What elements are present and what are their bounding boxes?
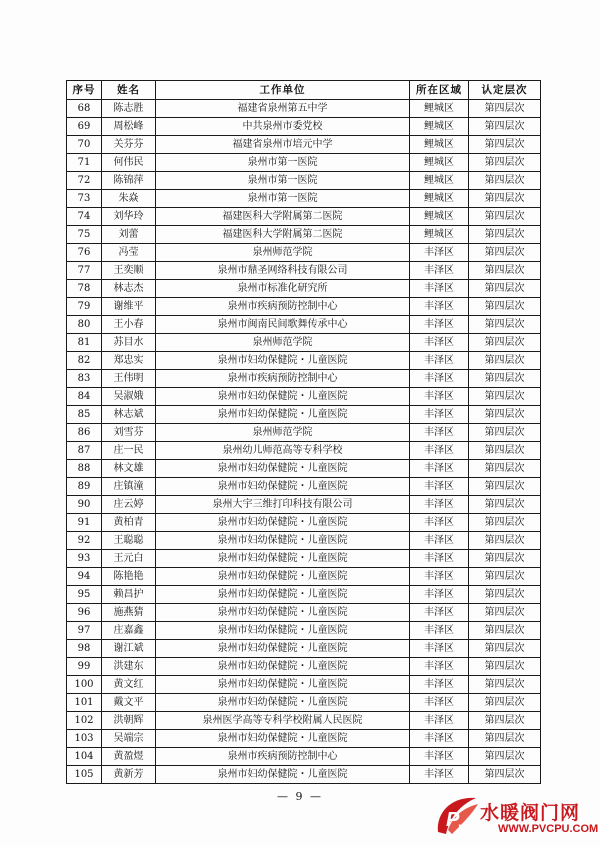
cell-serial: 100 (67, 676, 102, 694)
cell-district: 丰泽区 (410, 712, 469, 730)
table-row (67, 640, 541, 658)
table-row (67, 370, 541, 388)
table-row (67, 190, 541, 208)
cell-district: 丰泽区 (410, 514, 469, 532)
table-row (67, 532, 541, 550)
cell-serial: 93 (67, 550, 102, 568)
cell-district: 丰泽区 (410, 244, 469, 262)
cell-level: 第四层次 (469, 514, 541, 532)
cell-serial: 92 (67, 532, 102, 550)
cell-workplace: 泉州市妇幼保健院・儿童医院 (156, 478, 410, 496)
cell-level: 第四层次 (469, 640, 541, 658)
cell-workplace: 泉州师范学院 (156, 334, 410, 352)
cell-workplace: 福建省泉州第五中学 (156, 100, 410, 118)
cell-district: 丰泽区 (410, 406, 469, 424)
cell-serial: 70 (67, 136, 102, 154)
cell-serial: 84 (67, 388, 102, 406)
cell-level: 第四层次 (469, 604, 541, 622)
cell-district: 鲤城区 (410, 172, 469, 190)
table-row (67, 316, 541, 334)
cell-level: 第四层次 (469, 172, 541, 190)
cell-name: 苏目水 (102, 334, 156, 352)
cell-serial: 99 (67, 658, 102, 676)
cell-name: 谢维平 (102, 298, 156, 316)
svg-text:P: P (446, 809, 460, 831)
cell-serial: 90 (67, 496, 102, 514)
cell-level: 第四层次 (469, 136, 541, 154)
cell-serial: 80 (67, 316, 102, 334)
cell-level: 第四层次 (469, 730, 541, 748)
table-row (67, 172, 541, 190)
cell-district: 丰泽区 (410, 262, 469, 280)
table-row (67, 100, 541, 118)
header-level: 认定层次 (469, 81, 541, 100)
table-row (67, 244, 541, 262)
cell-district: 丰泽区 (410, 748, 469, 766)
cell-level: 第四层次 (469, 262, 541, 280)
table-row (67, 550, 541, 568)
table-row (67, 208, 541, 226)
table-row (67, 154, 541, 172)
cell-level: 第四层次 (469, 334, 541, 352)
table-row (67, 118, 541, 136)
cell-workplace: 泉州市妇幼保健院・儿童医院 (156, 550, 410, 568)
cell-district: 丰泽区 (410, 442, 469, 460)
table-row (67, 352, 541, 370)
cell-level: 第四层次 (469, 532, 541, 550)
watermark-brand: 水暖阀门网 (480, 802, 581, 824)
cell-serial: 77 (67, 262, 102, 280)
cell-name: 陈志胜 (102, 100, 156, 118)
cell-serial: 72 (67, 172, 102, 190)
cell-workplace: 泉州市妇幼保健院・儿童医院 (156, 514, 410, 532)
cell-district: 丰泽区 (410, 640, 469, 658)
cell-name: 戴文平 (102, 694, 156, 712)
cell-serial: 75 (67, 226, 102, 244)
header-workplace: 工作单位 (156, 81, 410, 100)
pv-logo-icon (432, 792, 482, 840)
cell-district: 丰泽区 (410, 694, 469, 712)
cell-workplace: 泉州市妇幼保健院・儿童医院 (156, 676, 410, 694)
cell-name: 庄镇潼 (102, 478, 156, 496)
cell-serial: 98 (67, 640, 102, 658)
cell-serial: 105 (67, 766, 102, 784)
cell-serial: 87 (67, 442, 102, 460)
table-row (67, 748, 541, 766)
cell-district: 丰泽区 (410, 658, 469, 676)
cell-district: 鲤城区 (410, 154, 469, 172)
cell-level: 第四层次 (469, 244, 541, 262)
watermark-url: WWW.PVCPU.COM (498, 823, 599, 835)
cell-serial: 69 (67, 118, 102, 136)
table-row (67, 712, 541, 730)
cell-workplace: 泉州市妇幼保健院・儿童医院 (156, 640, 410, 658)
cell-name: 林志杰 (102, 280, 156, 298)
cell-level: 第四层次 (469, 676, 541, 694)
cell-serial: 76 (67, 244, 102, 262)
cell-name: 黄文红 (102, 676, 156, 694)
cell-level: 第四层次 (469, 442, 541, 460)
table-row (67, 568, 541, 586)
table-row (67, 730, 541, 748)
cell-name: 林文雄 (102, 460, 156, 478)
cell-workplace: 泉州市妇幼保健院・儿童医院 (156, 658, 410, 676)
cell-level: 第四层次 (469, 208, 541, 226)
cell-workplace: 泉州市妇幼保健院・儿童医院 (156, 352, 410, 370)
cell-workplace: 泉州市妇幼保健院・儿童医院 (156, 460, 410, 478)
table-row (67, 478, 541, 496)
table-row (67, 694, 541, 712)
table-header-row (67, 81, 541, 100)
cell-workplace: 泉州市疾病预防控制中心 (156, 298, 410, 316)
cell-serial: 81 (67, 334, 102, 352)
cell-name: 施燕猜 (102, 604, 156, 622)
cell-name: 庄一民 (102, 442, 156, 460)
cell-serial: 89 (67, 478, 102, 496)
cell-serial: 82 (67, 352, 102, 370)
cell-workplace: 泉州市妇幼保健院・儿童医院 (156, 730, 410, 748)
cell-district: 丰泽区 (410, 424, 469, 442)
cell-workplace: 福建省泉州市培元中学 (156, 136, 410, 154)
cell-name: 谢江斌 (102, 640, 156, 658)
cell-level: 第四层次 (469, 226, 541, 244)
header-serial: 序号 (67, 81, 102, 100)
cell-serial: 103 (67, 730, 102, 748)
cell-level: 第四层次 (469, 496, 541, 514)
cell-district: 丰泽区 (410, 298, 469, 316)
cell-workplace: 泉州师范学院 (156, 244, 410, 262)
cell-level: 第四层次 (469, 658, 541, 676)
cell-workplace: 福建医科大学附属第二医院 (156, 208, 410, 226)
cell-serial: 71 (67, 154, 102, 172)
cell-level: 第四层次 (469, 190, 541, 208)
table-row (67, 136, 541, 154)
cell-workplace: 泉州市妇幼保健院・儿童医院 (156, 388, 410, 406)
cell-serial: 85 (67, 406, 102, 424)
cell-workplace: 泉州市妇幼保健院・儿童医院 (156, 406, 410, 424)
cell-serial: 86 (67, 424, 102, 442)
table-row (67, 496, 541, 514)
cell-level: 第四层次 (469, 766, 541, 784)
cell-workplace: 泉州市妇幼保健院・儿童医院 (156, 694, 410, 712)
cell-district: 鲤城区 (410, 190, 469, 208)
cell-district: 鲤城区 (410, 100, 469, 118)
table-row (67, 676, 541, 694)
cell-level: 第四层次 (469, 694, 541, 712)
header-district: 所在区域 (410, 81, 469, 100)
cell-name: 黄盈煜 (102, 748, 156, 766)
cell-district: 丰泽区 (410, 676, 469, 694)
cell-workplace: 泉州市妇幼保健院・儿童医院 (156, 766, 410, 784)
cell-district: 丰泽区 (410, 532, 469, 550)
cell-workplace: 福建医科大学附属第二医院 (156, 226, 410, 244)
cell-name: 洪朝辉 (102, 712, 156, 730)
table-body (67, 100, 541, 784)
cell-serial: 79 (67, 298, 102, 316)
cell-serial: 97 (67, 622, 102, 640)
cell-name: 陈艳艳 (102, 568, 156, 586)
cell-name: 刘雪芬 (102, 424, 156, 442)
cell-district: 丰泽区 (410, 730, 469, 748)
cell-name: 王聪聪 (102, 532, 156, 550)
cell-district: 丰泽区 (410, 766, 469, 784)
cell-serial: 88 (67, 460, 102, 478)
cell-district: 鲤城区 (410, 136, 469, 154)
cell-workplace: 泉州市闽南民间歌舞传承中心 (156, 316, 410, 334)
cell-serial: 101 (67, 694, 102, 712)
cell-name: 黄新芳 (102, 766, 156, 784)
cell-level: 第四层次 (469, 748, 541, 766)
cell-serial: 95 (67, 586, 102, 604)
cell-workplace: 泉州市妇幼保健院・儿童医院 (156, 532, 410, 550)
cell-level: 第四层次 (469, 478, 541, 496)
cell-workplace: 泉州市第一医院 (156, 172, 410, 190)
cell-district: 丰泽区 (410, 550, 469, 568)
cell-name: 陈锦萍 (102, 172, 156, 190)
table-row (67, 622, 541, 640)
cell-district: 丰泽区 (410, 280, 469, 298)
cell-workplace: 中共泉州市委党校 (156, 118, 410, 136)
cell-name: 周松峰 (102, 118, 156, 136)
table-row (67, 586, 541, 604)
cell-workplace: 泉州医学高等专科学校附属人民医院 (156, 712, 410, 730)
cell-name: 黄柏青 (102, 514, 156, 532)
cell-district: 丰泽区 (410, 568, 469, 586)
cell-level: 第四层次 (469, 298, 541, 316)
cell-serial: 73 (67, 190, 102, 208)
cell-name: 庄嘉鑫 (102, 622, 156, 640)
cell-district: 鲤城区 (410, 226, 469, 244)
cell-district: 丰泽区 (410, 352, 469, 370)
cell-name: 吴端宗 (102, 730, 156, 748)
cell-serial: 91 (67, 514, 102, 532)
cell-name: 洪建东 (102, 658, 156, 676)
table-row (67, 226, 541, 244)
cell-serial: 94 (67, 568, 102, 586)
cell-level: 第四层次 (469, 586, 541, 604)
page-number: — 9 — (277, 790, 323, 803)
table-row (67, 442, 541, 460)
cell-name: 赖昌护 (102, 586, 156, 604)
table-row (67, 406, 541, 424)
cell-workplace: 泉州市第一医院 (156, 190, 410, 208)
cell-workplace: 泉州市妇幼保健院・儿童医院 (156, 604, 410, 622)
cell-workplace: 泉州市妇幼保健院・儿童医院 (156, 586, 410, 604)
cell-name: 刘蕾 (102, 226, 156, 244)
table-row (67, 514, 541, 532)
table-row (67, 424, 541, 442)
cell-district: 鲤城区 (410, 208, 469, 226)
cell-level: 第四层次 (469, 424, 541, 442)
table-row (67, 298, 541, 316)
cell-serial: 104 (67, 748, 102, 766)
cell-workplace: 泉州师范学院 (156, 424, 410, 442)
cell-serial: 96 (67, 604, 102, 622)
cell-district: 丰泽区 (410, 388, 469, 406)
cell-level: 第四层次 (469, 460, 541, 478)
cell-workplace: 泉州市第一医院 (156, 154, 410, 172)
cell-workplace: 泉州大宇三维打印科技有限公司 (156, 496, 410, 514)
cell-name: 王伟明 (102, 370, 156, 388)
cell-serial: 78 (67, 280, 102, 298)
cell-serial: 102 (67, 712, 102, 730)
cell-name: 郑忠实 (102, 352, 156, 370)
cell-level: 第四层次 (469, 622, 541, 640)
cell-name: 刘华玲 (102, 208, 156, 226)
cell-level: 第四层次 (469, 100, 541, 118)
cell-level: 第四层次 (469, 370, 541, 388)
cell-name: 王奕顺 (102, 262, 156, 280)
personnel-table (66, 80, 541, 784)
cell-workplace: 泉州市鼎圣网络科技有限公司 (156, 262, 410, 280)
cell-serial: 74 (67, 208, 102, 226)
cell-name: 林志斌 (102, 406, 156, 424)
cell-district: 丰泽区 (410, 334, 469, 352)
cell-name: 吴淑娥 (102, 388, 156, 406)
cell-name: 庄云婷 (102, 496, 156, 514)
cell-level: 第四层次 (469, 550, 541, 568)
table-row (67, 262, 541, 280)
table-row (67, 334, 541, 352)
cell-level: 第四层次 (469, 568, 541, 586)
cell-level: 第四层次 (469, 712, 541, 730)
cell-district: 丰泽区 (410, 370, 469, 388)
table-row (67, 460, 541, 478)
svg-text:v: v (458, 819, 466, 835)
cell-workplace: 泉州市妇幼保健院・儿童医院 (156, 622, 410, 640)
cell-name: 冯莹 (102, 244, 156, 262)
cell-workplace: 泉州市标准化研究所 (156, 280, 410, 298)
cell-serial: 83 (67, 370, 102, 388)
cell-serial: 68 (67, 100, 102, 118)
cell-name: 王小春 (102, 316, 156, 334)
cell-level: 第四层次 (469, 406, 541, 424)
cell-workplace: 泉州幼儿师范高等专科学校 (156, 442, 410, 460)
cell-level: 第四层次 (469, 154, 541, 172)
cell-district: 丰泽区 (410, 496, 469, 514)
table-row (67, 280, 541, 298)
cell-workplace: 泉州市疾病预防控制中心 (156, 748, 410, 766)
cell-level: 第四层次 (469, 316, 541, 334)
cell-name: 朱焱 (102, 190, 156, 208)
cell-workplace: 泉州市妇幼保健院・儿童医院 (156, 568, 410, 586)
cell-level: 第四层次 (469, 388, 541, 406)
cell-name: 王元白 (102, 550, 156, 568)
header-name: 姓名 (102, 81, 156, 100)
cell-level: 第四层次 (469, 352, 541, 370)
cell-district: 丰泽区 (410, 316, 469, 334)
cell-level: 第四层次 (469, 280, 541, 298)
table-row (67, 604, 541, 622)
cell-name: 关芬芬 (102, 136, 156, 154)
cell-district: 丰泽区 (410, 460, 469, 478)
cell-district: 丰泽区 (410, 622, 469, 640)
cell-workplace: 泉州市疾病预防控制中心 (156, 370, 410, 388)
cell-district: 丰泽区 (410, 604, 469, 622)
cell-district: 鲤城区 (410, 118, 469, 136)
site-watermark (432, 790, 600, 847)
table-row (67, 658, 541, 676)
table-row (67, 766, 541, 784)
cell-level: 第四层次 (469, 118, 541, 136)
cell-district: 丰泽区 (410, 478, 469, 496)
table-row (67, 388, 541, 406)
cell-district: 丰泽区 (410, 586, 469, 604)
cell-name: 何伟民 (102, 154, 156, 172)
